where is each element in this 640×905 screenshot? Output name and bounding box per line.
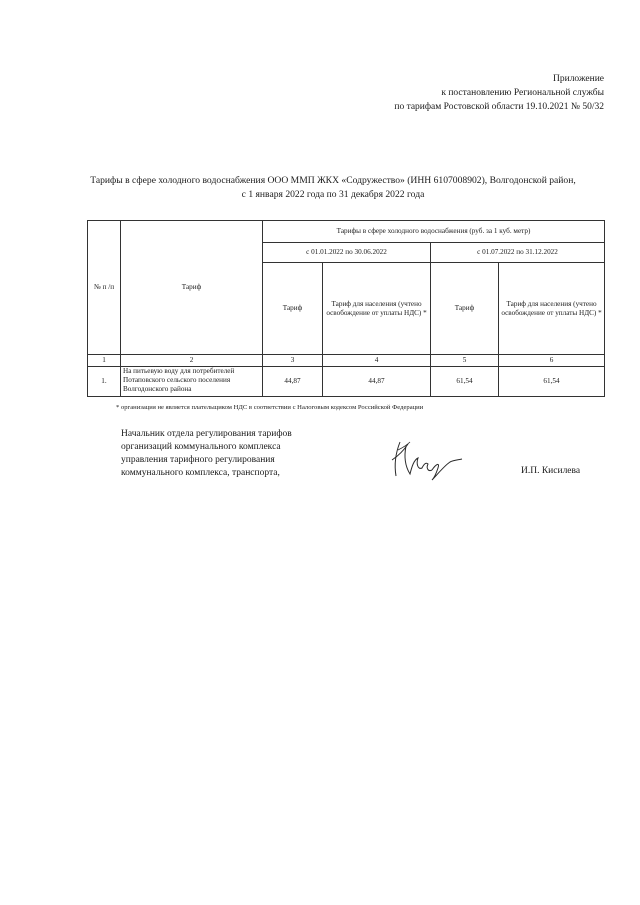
document-title <box>60 174 606 202</box>
column-number: 6 <box>499 355 605 367</box>
column-number-row <box>88 355 605 367</box>
column-number: 1 <box>88 355 121 367</box>
tariff-table <box>87 220 605 397</box>
title-line: Тарифы в сфере холодного водоснабжения ООО ММП ЖКХ «Содружество» (ИНН 6107008902), Волгодонской район, <box>90 175 576 186</box>
position-line: Начальник отдела регулирования тарифов <box>121 429 292 439</box>
row-description: На питьевую воду для потребителей Потаповского сельского поселения Волгодонского района <box>121 367 263 397</box>
appendix-line: Приложение <box>553 74 604 84</box>
row-p2-tariff: 61,54 <box>431 367 499 397</box>
row-p1-population: 44,87 <box>323 367 431 397</box>
column-number: 4 <box>323 355 431 367</box>
position-line: организаций коммунального комплекса <box>121 442 281 452</box>
row-p1-tariff: 44,87 <box>263 367 323 397</box>
footnote: * организация не является плательщиком НДС в соответствии с Налоговым кодексом Российской Федерации <box>116 404 424 411</box>
appendix-line: по тарифам Ростовской области 19.10.2021 № 50/32 <box>394 102 604 112</box>
column-number: 2 <box>121 355 263 367</box>
signatory-position <box>121 428 292 480</box>
header-group: Тарифы в сфере холодного водоснабжения (руб. за 1 куб. метр) <box>263 221 605 243</box>
column-number: 3 <box>263 355 323 367</box>
position-line: управления тарифного регулирования <box>121 455 275 465</box>
row-p2-population: 61,54 <box>499 367 605 397</box>
header-period-2: с 01.07.2022 по 31.12.2022 <box>431 243 605 263</box>
handwritten-signature <box>388 436 466 482</box>
header-p2-tariff: Тариф <box>431 263 499 355</box>
header-p1-tariff: Тариф <box>263 263 323 355</box>
position-line: коммунального комплекса, транспорта, <box>121 468 280 478</box>
appendix-header <box>394 72 604 114</box>
row-number: 1. <box>88 367 121 397</box>
appendix-line: к постановлению Региональной службы <box>441 88 604 98</box>
title-line: с 1 января 2022 года по 31 декабря 2022 года <box>241 189 425 200</box>
header-p1-population: Тариф для населения (учтено освобождение от уплаты НДС) * <box>323 263 431 355</box>
column-number: 5 <box>431 355 499 367</box>
header-period-1: с 01.01.2022 по 30.06.2022 <box>263 243 431 263</box>
header-tariff: Тариф <box>121 221 263 355</box>
table-row <box>88 367 605 397</box>
signatory-name: И.П. Кисилева <box>521 466 581 476</box>
header-p2-population: Тариф для населения (учтено освобождение от уплаты НДС) * <box>499 263 605 355</box>
header-row-number: № п /п <box>88 221 121 355</box>
